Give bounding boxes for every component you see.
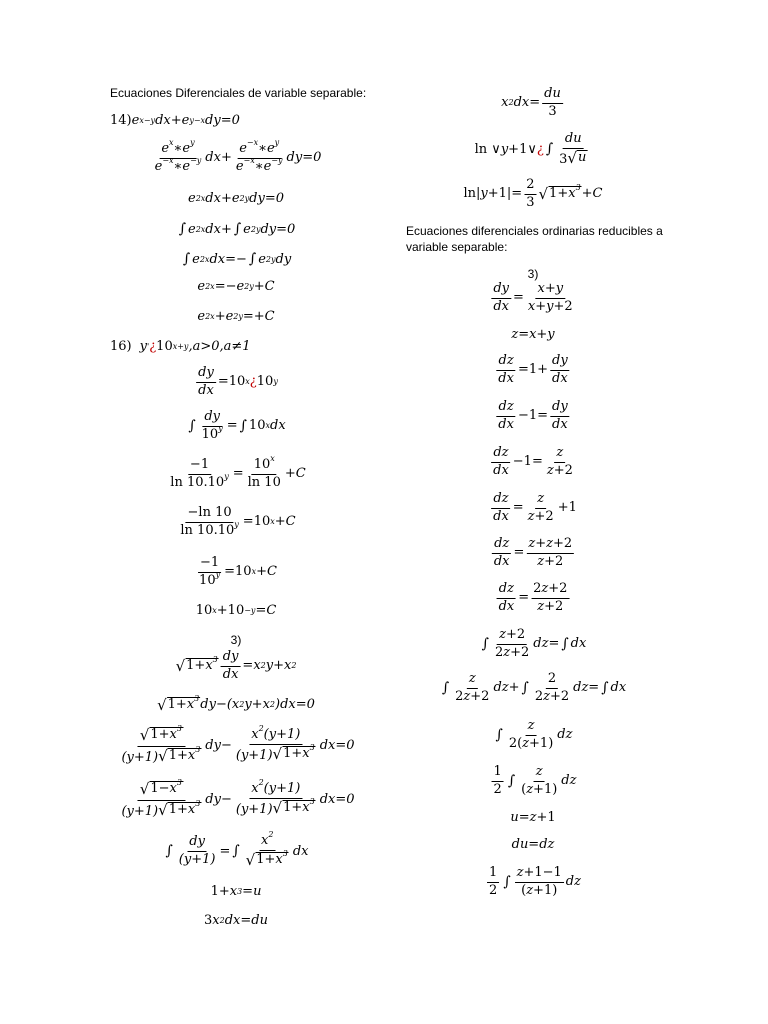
equation-3-step5: 1+ x 3 =u: [210, 884, 262, 899]
equation-16-step4: $\frac{-\ln 10}{\ln 10.10^y}$ = 10 x +C: [180, 505, 296, 538]
equation-16-step3: $\frac{-1}{\ln 10.10^y}$ = $\frac{10^x}{\ln 10}$ +C: [170, 454, 306, 490]
equation-16-step6: 10 x + 10 −y =C: [195, 603, 277, 618]
equation-16-step5: $\frac{-1}{10^y}$ = 10 x +C: [199, 555, 277, 588]
equation-r3-statement: $\frac{dy}{dx}$ = $\frac{x+y}{x+y+2}$: [493, 281, 573, 314]
equation-3-step4: ∫ $\frac{dy}{(y+1)}$ = ∫ $x^2$ √ $1+x^3$ dx: [165, 830, 309, 869]
equation-r3-step8: ∫ $\frac{z}{2z+2}$ dz+ ∫ $\frac{2}{2z+2}$ dz= ∫ dx: [441, 671, 627, 704]
equation-16-step1: $\frac{dy}{dx}$ = 10 x ¿ 10 y: [198, 365, 278, 398]
equation-r3-step10: $\frac{1}{2}$ ∫ $\frac{z}{(z+1)}$ dz: [493, 764, 577, 797]
exercise-3-label-right: 3): [527, 267, 539, 281]
equation-14-step1: $\frac{e^x∗e^y}{e^{-x}∗e^{-y}}$ dx+ $\frac{e^{-x}∗e^y}{e^{-x}∗e^{-y}}$ dy=0: [154, 138, 322, 174]
equation-3-step6: 3 x 2 dx=du: [204, 913, 268, 928]
equation-r3-sub2: u=z +1: [510, 810, 556, 825]
equation-r3-step2: $\frac{dz}{dx}$ −1= $\frac{dy}{dx}$: [498, 399, 568, 432]
equation-14-step4: ∫ e 2x dx=− ∫ e 2y dy: [182, 251, 292, 267]
equation-r3-step6: $\frac{dz}{dx}$ = $\frac{2z+2}{z+2}$: [498, 581, 568, 614]
equation-r3-sub3: du=dz: [511, 837, 555, 852]
equation-r3-step3: $\frac{dz}{dx}$ −1= $\frac{z}{z+2}$: [493, 445, 573, 478]
section-heading-separable: Ecuaciones Diferenciales de variable separable:: [110, 86, 367, 100]
equation-14-step5: e 2x =−e 2y +C: [197, 279, 275, 294]
equation-r3-step9: ∫ $\frac{z}{2(z+1)}$ dz: [495, 718, 573, 751]
section-heading-reducible-line2: variable separable:: [406, 240, 508, 254]
equation-14-step6: e 2x +e 2y =+C: [197, 309, 275, 324]
exercise-14-label: 14): [110, 113, 132, 128]
equation-r3-step7: ∫ $\frac{z+2}{2z+2}$ dz= ∫ dx: [481, 627, 587, 660]
equation-14-step2: e 2x dx+e 2y dy=0: [187, 191, 285, 206]
exercise-3-label-left: 3): [230, 633, 242, 647]
equation-r3-step11: $\frac{1}{2}$ ∫ $\frac{z+1-1}{(z+1)}$ dz: [489, 865, 581, 898]
equation-r-step2: ln ∨ y +1∨ ¿ ∫ du 3 √ u: [474, 131, 587, 167]
equation-3-step3: √ $1-x^3$ (y+1) √ $1+x^3$ dy− $x^2(y+1)$ (y+1) √ $1+x^3$ dx=0: [121, 778, 355, 819]
equation-r-step1: x 2 dx= $\frac{du}{3}$: [501, 86, 561, 119]
equation-r3-step1: $\frac{dz}{dx}$ = 1+ $\frac{dy}{dx}$: [498, 353, 568, 386]
equation-r3-step4: $\frac{dz}{dx}$ = $\frac{z}{z+2}$ +1: [493, 491, 577, 524]
equation-14-statement: 14) e x−y dx+e y−x dy=0: [110, 113, 240, 128]
equation-16-statement: 16) y ' ¿ 10 x+y ,a>0,a≠1: [110, 339, 251, 354]
equation-3-statement: √ $1+x^3$ $\frac{dy}{dx}$ =x 2 y+x 2: [175, 649, 297, 682]
equation-r-step3: ln |y +1 |= $\frac{2}{3}$ √ $1+x^3$ +C: [463, 177, 603, 210]
equation-r3-step5: $\frac{dz}{dx}$ = $\frac{z+z+2}{z+2}$: [493, 536, 573, 569]
equation-14-step3: ∫ e 2x dx+ ∫ e 2y dy=0: [178, 221, 296, 237]
equation-r3-sub: z=x+y: [511, 327, 555, 342]
equation-3-step2: √ $1+x^3$ (y+1) √ $1+x^3$ dy− $x^2(y+1)$ (y+1) √ $1+x^3$ dx=0: [121, 724, 355, 765]
equation-3-step1: √ $1+x^3$ dy−(x 2 y+x 2 )dx=0: [157, 694, 315, 714]
equation-16-step2: ∫ $\frac{dy}{10^y}$ = ∫ 10 x dx: [188, 409, 286, 442]
section-heading-reducible-line1: Ecuaciones diferenciales ordinarias reducibles a: [406, 224, 663, 238]
exercise-16-label: 16): [110, 339, 132, 354]
